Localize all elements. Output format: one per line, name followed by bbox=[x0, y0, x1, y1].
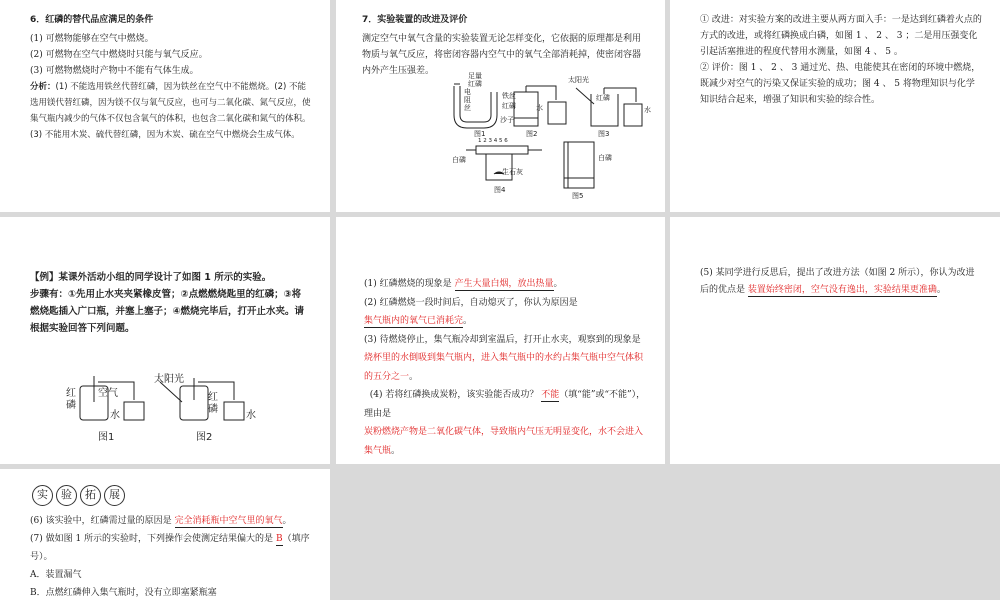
fig2-label: 太阳光 bbox=[154, 374, 184, 385]
condition-item: (3) 可燃物燃烧时产物中不能有气体生成。 bbox=[30, 66, 199, 76]
apparatus-figures bbox=[336, 70, 665, 200]
slide-apparatus-improvement bbox=[336, 0, 665, 212]
section-title: 6．红磷的替代品应满足的条件 bbox=[30, 15, 154, 25]
fig1-label: 红磷 bbox=[468, 80, 482, 88]
fig-caption: 图3 bbox=[598, 130, 610, 138]
answer-2: 集气瓶内的氧气已消耗完 bbox=[364, 316, 464, 326]
fig3-label: 太阳光 bbox=[568, 76, 589, 84]
question-3: (3) 待燃烧停止，集气瓶冷却到室温后，打开止水夹，观察到的现象是 烧杯里的水倒吸到集气瓶内，进入集气瓶中的水约占集气瓶中空气体积的五分之一。 bbox=[364, 334, 644, 382]
fig1-label: 红 bbox=[66, 388, 76, 399]
question-7: (7) 做如图 1 所示的实验时，下列操作会使测定结果偏大的是 B（填序号）。 bbox=[30, 534, 310, 562]
fig1-label: 磷 bbox=[66, 400, 76, 411]
question-2: (2) 红磷燃烧一段时间后，自动熄灭了，你认为原因是 集气瓶内的氧气已消耗完。 bbox=[364, 297, 578, 326]
answer-6: 完全消耗瓶中空气里的氧气 bbox=[174, 516, 283, 526]
fig1-label: 空气 bbox=[98, 388, 118, 399]
fig2-label: 水 bbox=[536, 104, 543, 112]
fig-caption: 图1 bbox=[474, 130, 486, 138]
fig4-label: 白磷 bbox=[452, 156, 466, 164]
question-6: (6) 该实验中，红磷需过量的原因是 完全消耗瓶中空气里的氧气。 bbox=[30, 516, 292, 526]
fig-caption: 图2 bbox=[196, 432, 213, 443]
fig-caption: 图4 bbox=[494, 186, 506, 194]
header-char: 实 bbox=[32, 485, 53, 506]
fig3-label: 红磷 bbox=[596, 94, 610, 102]
principle-text: 测定空气中氧气含量的实验装置无论怎样变化，它依据的原理都是利用物质与氧气反应，将密闭容器内空气中的氧气全部消耗掉，使密闭容器内外产生压强差。 bbox=[362, 34, 642, 76]
analysis-text: (1) 不能选用铁丝代替红磷，因为铁丝在空气中不能燃烧。(2) 不能选用镁代替红磷，因为镁不仅与氧气反应，也可与二氧化碳、氮气反应，使集气瓶内减少的气体不仅包含氧气的体积，也包含二氧化碳和氮气的体积。(3) 不能用木炭、硫代替红磷，因为木炭、硫在空气中燃烧会生成气体。 bbox=[30, 82, 311, 140]
fig4-label: 1 2 3 4 5 6 bbox=[478, 138, 508, 144]
answer-7: B bbox=[275, 534, 283, 544]
slide-replacement-conditions bbox=[0, 0, 330, 212]
answer-4: 不能 bbox=[541, 390, 560, 400]
question-4: (4) 若将红磷换成炭粉，该实验能否成功？ 不能（填“能”或“不能”），理由是 bbox=[364, 390, 646, 419]
example-figures bbox=[0, 372, 330, 452]
answer-1: 产生大量白烟，放出热量 bbox=[454, 279, 554, 289]
section-title: 7．实验装置的改进及评价 bbox=[362, 15, 468, 25]
fig1-label: 阻 bbox=[464, 96, 471, 104]
extension-header bbox=[32, 485, 330, 506]
fig1-label: 丝 bbox=[464, 104, 471, 112]
header-char: 展 bbox=[104, 485, 125, 506]
fig-caption: 图2 bbox=[526, 130, 538, 138]
improvement-paragraph: ① 改进：对实验方案的改进主要从两方面入手：一是达到红磷着火点的方式的改进，或将红磷换成白磷，如图 1 、 2 、 3 ；二是用压强变化引起活塞推进的程度代替用水测量，如图 4 、 5 。 bbox=[700, 15, 982, 57]
fig2-label: 铁丝 bbox=[502, 92, 516, 100]
fig4-label: 生石灰 bbox=[502, 168, 523, 176]
option-b: B．点燃红磷伸入集气瓶时，没有立即塞紧瓶塞 bbox=[30, 588, 217, 598]
example-intro: 【例】某课外活动小组的同学设计了如图 1 所示的实验。 bbox=[30, 272, 272, 283]
fig1-label: 水 bbox=[110, 410, 120, 421]
reason-4: 炭粉燃烧产物是二氧化碳气体，导致瓶内气压无明显变化，水不会进入集气瓶。 bbox=[364, 427, 644, 456]
header-char: 拓 bbox=[80, 485, 101, 506]
fig2-label: 红 bbox=[208, 392, 218, 403]
fig2-label: 水 bbox=[246, 410, 256, 421]
fig-caption: 图1 bbox=[98, 432, 115, 443]
slide-answer-5 bbox=[670, 217, 1000, 464]
slide-answers-1-4 bbox=[336, 217, 665, 464]
option-a: A．装置漏气 bbox=[30, 570, 82, 580]
question-1: (1) 红磷燃烧的现象是 产生大量白烟，放出热量。 bbox=[364, 279, 563, 289]
evaluation-paragraph: ② 评价：图 1 、 2 、 3 通过光、热、电能使其在密闭的环境中燃烧，既减少对空气的污染又保证实验的成功；图 4 、 5 将物理知识与化学知识结合起来，增强了知识和实验的综合性。 bbox=[700, 63, 981, 105]
fig1-label: 电 bbox=[464, 88, 471, 96]
fig5-label: 白磷 bbox=[598, 154, 612, 162]
analysis-paragraph bbox=[30, 79, 312, 143]
fig2-label: 磷 bbox=[208, 404, 218, 415]
slide-example bbox=[0, 217, 330, 464]
slide-evaluation bbox=[670, 0, 1000, 212]
condition-item: (2) 可燃物在空气中燃烧时只能与氧气反应。 bbox=[30, 50, 208, 60]
question-5: (5) 某同学进行反思后，提出了改进方法（如图 2 所示），你认为改进后的优点是 装置始终密闭，空气没有逸出，实验结果更准确。 bbox=[700, 268, 975, 295]
fig2-label: 红磷 bbox=[502, 102, 516, 110]
fig1-label: 足量 bbox=[468, 72, 482, 80]
header-char: 验 bbox=[56, 485, 77, 506]
analysis-label: 分析： bbox=[30, 82, 56, 92]
example-steps: 步骤有：①先用止水夹夹紧橡皮管；②点燃燃烧匙里的红磷；③将燃烧匙插入广口瓶，并塞上塞子；④燃烧完毕后，打开止水夹。请根据实验回答下列问题。 bbox=[30, 289, 305, 334]
fig3-label: 水 bbox=[644, 106, 651, 114]
condition-item: (1) 可燃物能够在空气中燃烧。 bbox=[30, 34, 154, 44]
fig2-label: 沙子 bbox=[500, 116, 514, 124]
answer-3: 烧杯里的水倒吸到集气瓶内，进入集气瓶中的水约占集气瓶中空气体积的五分之一 bbox=[364, 353, 644, 382]
slide-extension bbox=[0, 469, 330, 600]
answer-5: 装置始终密闭，空气没有逸出，实验结果更准确 bbox=[747, 285, 937, 295]
fig-caption: 图5 bbox=[572, 192, 584, 200]
